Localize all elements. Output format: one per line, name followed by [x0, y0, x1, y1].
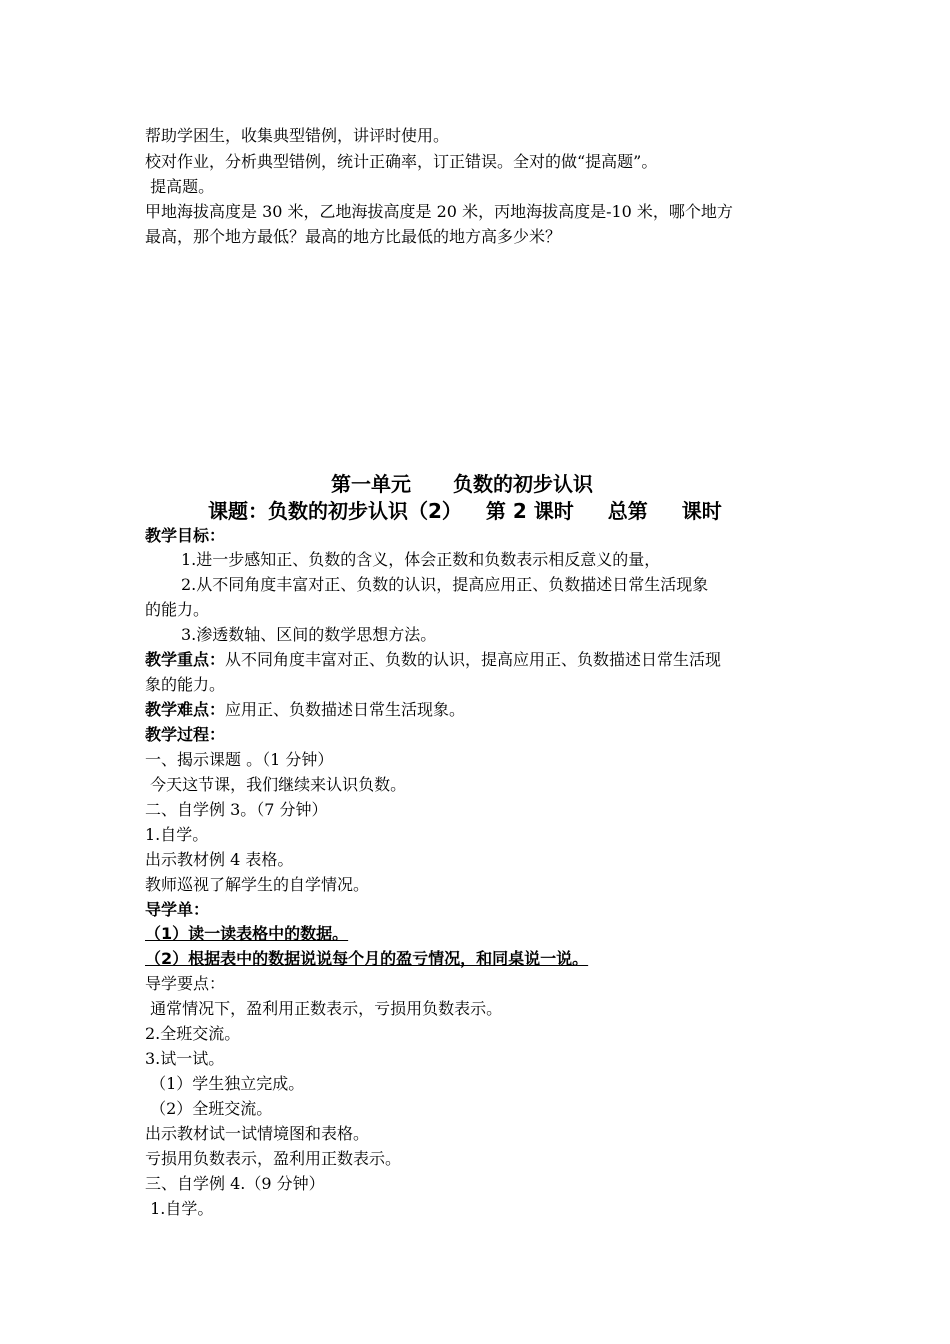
process-line: 1.自学。 — [145, 825, 209, 844]
process-line: 出示教材例 4 表格。 — [145, 850, 294, 869]
process-line: 二、自学例 3。（7 分钟） — [145, 800, 328, 819]
lesson-total-b: 课时 — [681, 499, 722, 523]
goal-item: 1.进一步感知正、负数的含义，体会正数和负数表示相反意义的量， — [181, 550, 661, 569]
lesson-total-a: 总第 — [607, 499, 648, 523]
key-point — [145, 648, 721, 672]
unit-heading — [331, 470, 593, 498]
difficulty-label: 教学难点： — [145, 700, 226, 719]
points-heading: 导学要点： — [145, 974, 226, 993]
key-label: 教学重点： — [145, 650, 226, 669]
lesson-heading — [208, 497, 722, 525]
process-line: 今天这节课，我们继续来认识负数。 — [145, 775, 407, 794]
goal-item: 2.从不同角度丰富对正、负数的认识，提高应用正、负数描述日常生活现象 — [181, 575, 709, 594]
process-line: 1.自学。 — [145, 1199, 214, 1218]
text-line: 最高，那个地方最低？最高的地方比最低的地方高多少米？ — [145, 227, 562, 246]
text-line: 提高题。 — [145, 177, 215, 196]
text-line: 校对作业，分析典型错例，统计正确率，订正错误。全对的做“提高题”。 — [145, 152, 658, 171]
unit-label: 第一单元 — [331, 472, 411, 496]
process-line: （2）全班交流。 — [145, 1099, 273, 1118]
process-line: 出示教材试一试情境图和表格。 — [145, 1124, 370, 1143]
process-line: 三、自学例 4.（9 分钟） — [145, 1174, 325, 1193]
process-line: 通常情况下，盈利用正数表示，亏损用负数表示。 — [145, 999, 503, 1018]
process-heading: 教学过程： — [145, 725, 226, 744]
text-line: 甲地海拔高度是 30 米，乙地海拔高度是 20 米，丙地海拔高度是-10 米，哪个地方 — [145, 202, 733, 221]
process-line: 亏损用负数表示，盈利用正数表示。 — [145, 1149, 402, 1168]
process-line: 教师巡视了解学生的自学情况。 — [145, 875, 370, 894]
guide-item: （1）读一读表格中的数据。 — [145, 924, 349, 943]
goal-item-cont: 的能力。 — [145, 600, 210, 619]
process-line: （1）学生独立完成。 — [145, 1074, 305, 1093]
key-point-cont: 象的能力。 — [145, 675, 226, 694]
goal-item: 3.渗透数轴、区间的数学思想方法。 — [181, 625, 437, 644]
guide-heading: 导学单： — [145, 900, 210, 919]
difficulty-text: 应用正、负数描述日常生活现象。 — [225, 700, 466, 719]
difficulty-point — [145, 698, 465, 722]
process-line: 一、揭示课题 。（1 分钟） — [145, 750, 334, 769]
lesson-title: 课题：负数的初步认识（2） — [208, 499, 462, 523]
unit-title: 负数的初步认识 — [453, 472, 593, 496]
lesson-period: 第 2 课时 — [485, 499, 574, 523]
process-line: 3.试一试。 — [145, 1049, 225, 1068]
guide-item: （2）根据表中的数据说说每个月的盈亏情况，和同桌说一说。 — [145, 949, 589, 968]
text-line: 帮助学困生，收集典型错例，讲评时使用。 — [145, 126, 450, 145]
goals-heading: 教学目标： — [145, 526, 226, 545]
key-text: 从不同角度丰富对正、负数的认识，提高应用正、负数描述日常生活现 — [225, 650, 722, 669]
process-line: 2.全班交流。 — [145, 1024, 241, 1043]
